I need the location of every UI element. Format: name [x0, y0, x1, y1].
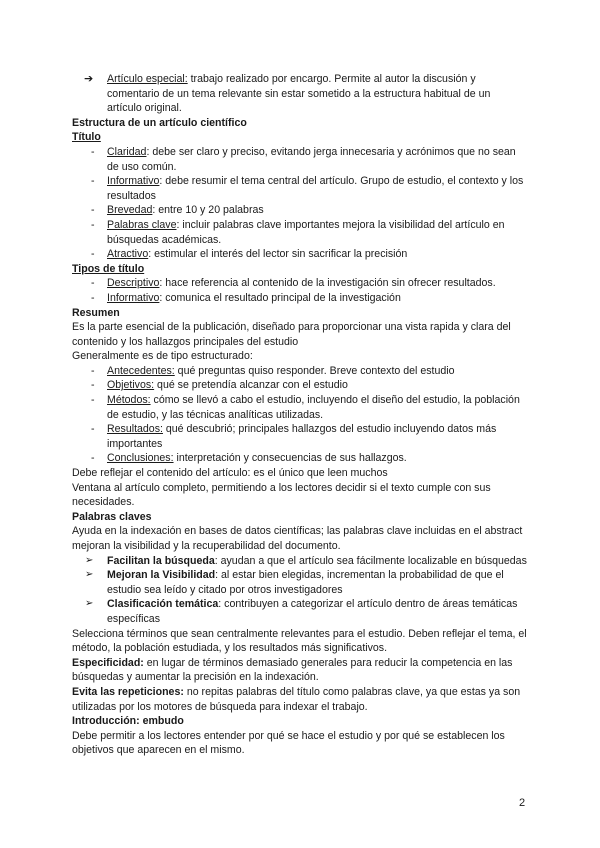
dash-bullet: -: [91, 291, 95, 304]
item-term: Brevedad: [107, 204, 153, 217]
item-text: : contribuyen a categorizar el artículo dentro de áreas temáticas específicas: [107, 598, 518, 625]
item-text: : hace referencia al contenido de la investigación sin ofrecer resultados.: [159, 277, 496, 290]
text-especificidad: en lugar de términos demasiado generales para reducir la competencia en las búsquedas y aumentar la precisión en la indexación.: [72, 656, 513, 684]
list-item: [72, 378, 528, 393]
paragraph: Ventana al artículo completo, permitiendo a los lectores decidir si el texto cumple con sus necesidades.: [72, 481, 491, 509]
item-term: Clasificación temática: [107, 598, 219, 611]
item-text: qué se pretendía alcanzar con el estudio: [154, 379, 348, 392]
list-item: [72, 218, 528, 247]
paragraph: Es la parte esencial de la publicación, diseñado para proporcionar una vista rapida y clara del contenido y los hallazgos principales del estudio: [72, 321, 511, 348]
subheading-titulo: Título: [72, 131, 101, 144]
subheading-tipos-titulo: Tipos de título: [72, 262, 145, 275]
dash-bullet: -: [91, 394, 95, 407]
term-especificidad: Especificidad:: [72, 656, 144, 669]
document-page: [72, 72, 528, 758]
list-item: [72, 247, 528, 262]
item-text: trabajo realizado por encargo. Permite al autor la discusión y comentario de un tema relevante sin estar sometido a la estructura habitual de un artículo original.: [107, 73, 491, 115]
term-repeticiones: Evita las repeticiones:: [72, 685, 184, 698]
item-text: qué preguntas quiso responder. Breve contexto del estudio: [174, 364, 455, 377]
dash-bullet: -: [91, 277, 95, 290]
list-item: [72, 203, 528, 218]
item-term: Artículo especial:: [107, 73, 188, 85]
paragraph: Ayuda en la indexación en bases de datos científicas; las palabras clave incluidas en el abstract mejoran la visibilidad y la recuperabilidad del documento.: [72, 525, 523, 552]
list-item: [72, 276, 528, 291]
item-text: : incluir palabras clave importantes mejora la visibilidad del artículo en búsquedas académicas.: [107, 218, 505, 246]
dash-bullet: -: [91, 423, 95, 436]
item-text: qué descubrió; principales hallazgos del estudio incluyendo datos más importantes: [107, 423, 497, 450]
paragraph: Selecciona términos que sean centralmente relevantes para el estudio. Deben reflejar el tema, el método, la población estudiada, y los resultados más significativos.: [72, 627, 527, 655]
item-term: Informativo: [107, 175, 160, 188]
paragraph: [72, 685, 528, 714]
item-term: Mejoran la Visibilidad: [107, 569, 216, 582]
dash-bullet: -: [91, 175, 95, 188]
item-text: : debe ser claro y preciso, evitando jerga innecesaria y acrónimos que no sean de uso común.: [107, 145, 516, 173]
triangle-bullet-icon: ➢: [85, 598, 94, 610]
paragraph: Debe permitir a los lectores entender por qué se hace el estudio y por qué se establecen los objetivos que aparecen en el mismo.: [72, 729, 505, 757]
list-item: [72, 174, 528, 203]
item-text: : comunica el resultado principal de la investigación: [159, 291, 401, 304]
paragraph: [72, 656, 528, 685]
text-repeticiones: no repitas palabras del título como palabras clave, ya que estas ya son utilizadas por los motores de búsqueda para indexar el trabajo.: [72, 685, 521, 713]
list-item: [72, 393, 528, 422]
dash-bullet: -: [91, 248, 95, 261]
item-term: Atractivo: [107, 248, 149, 261]
item-text: : ayudan a que el artículo sea fácilmente localizable en búsquedas: [214, 554, 527, 567]
dash-bullet: -: [91, 379, 95, 392]
list-item: [72, 291, 528, 306]
section-heading-resumen: Resumen: [72, 306, 120, 319]
list-item: [72, 422, 528, 451]
item-text: : al estar bien elegidas, incrementan la probabilidad de que el estudio sea leído y citado por otros investigadores: [107, 569, 504, 596]
item-term: Palabras clave: [107, 218, 177, 231]
dash-bullet: -: [91, 452, 95, 465]
list-item: [72, 364, 528, 379]
item-text: : entre 10 y 20 palabras: [152, 204, 264, 217]
item-text: cómo se llevó a cabo el estudio, incluyendo el diseño del estudio, la población de estudio, y las técnicas analíticas utilizadas.: [107, 394, 520, 421]
list-item: [72, 597, 528, 626]
paragraph: Debe reflejar el contenido del artículo: es el único que leen muchos: [72, 467, 388, 480]
item-term: Métodos:: [107, 394, 151, 407]
section-heading-introduccion: Introducción: embudo: [72, 715, 184, 728]
item-term: Facilitan la búsqueda: [107, 554, 215, 567]
dash-bullet: -: [91, 204, 95, 217]
dash-bullet: -: [91, 145, 95, 158]
dash-bullet: -: [91, 218, 95, 231]
item-text: : debe resumir el tema central del artículo. Grupo de estudio, el contexto y los resultados: [107, 175, 524, 202]
item-term: Informativo: [107, 291, 160, 304]
item-term: Resultados:: [107, 423, 163, 436]
list-item: [72, 554, 528, 569]
arrow-icon: ➔: [84, 73, 94, 85]
list-item: [72, 145, 528, 174]
dash-bullet: -: [91, 364, 95, 377]
item-term: Claridad: [107, 145, 147, 158]
section-heading-palabras: Palabras claves: [72, 510, 152, 523]
triangle-bullet-icon: ➢: [85, 569, 94, 581]
item-text: interpretación y consecuencias de sus hallazgos.: [173, 452, 407, 465]
item-term: Conclusiones:: [107, 452, 174, 465]
item-term: Objetivos:: [107, 379, 155, 392]
list-item: [72, 72, 528, 116]
list-item: [72, 568, 528, 597]
page-number: 2: [519, 797, 526, 809]
section-heading-estructura: Estructura de un artículo científico: [72, 116, 247, 129]
triangle-bullet-icon: ➢: [85, 554, 94, 566]
item-term: Antecedentes:: [107, 364, 175, 377]
item-text: : estimular el interés del lector sin sacrificar la precisión: [148, 248, 408, 261]
item-term: Descriptivo: [107, 277, 160, 290]
list-item: [72, 451, 528, 466]
paragraph: Generalmente es de tipo estructurado:: [72, 350, 253, 363]
